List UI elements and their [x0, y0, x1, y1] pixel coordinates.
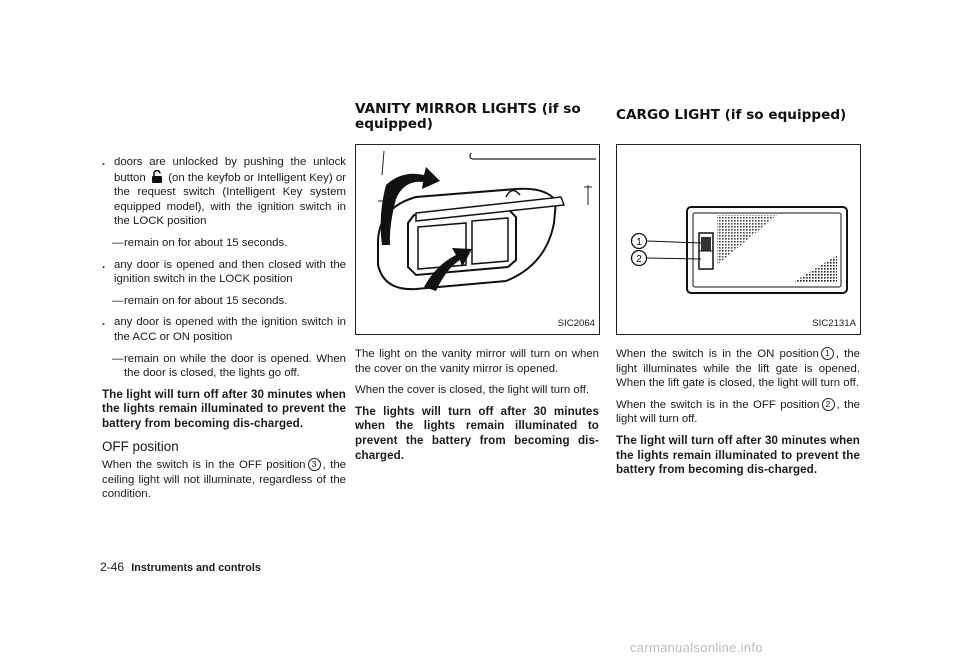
paragraph: When the switch is in the ON position 1 , the light illuminates while the lift gate is opened. When the lift gate is closed, the light will turn off.	[616, 348, 860, 390]
column-left	[102, 155, 346, 509]
off-position-text: When the switch is in the OFF position 3 , the ceiling light will not illuminate, regardless of the condition.	[102, 459, 346, 501]
callout-number: 1	[821, 347, 834, 360]
column-right	[616, 102, 860, 485]
battery-warning: The light will turn off after 30 minutes when the lights remain illuminated to prevent the battery from becoming dis-charged.	[102, 387, 346, 430]
bullet-text: (on the keyfob or Intelligent Key) or the request switch (Intelligent Key system equipped model), with the ignition switch in the LOCK position	[114, 171, 347, 228]
cargo-light-figure	[616, 144, 861, 335]
figure-code: SIC2064	[557, 318, 595, 330]
dash-item: — remain on while the door is opened. When the door is closed, the lights go off.	[112, 352, 346, 380]
page-number: 2-46	[100, 560, 125, 574]
page-footer	[100, 560, 261, 574]
unlock-icon	[151, 170, 163, 183]
cargo-light-heading: CARGO LIGHT (if so equipped)	[616, 107, 847, 123]
figure-code: SIC2131A	[812, 318, 856, 330]
dash-item: — remain on for about 15 seconds.	[112, 294, 288, 307]
vanity-mirror-figure	[355, 144, 600, 335]
bullet-item: . doors are unlocked by pushing the unlock button (on the keyfob or Intelligent Key) or the request switch (Intelligent Key system equipped model), with the ignition switch in the LOCK position	[102, 156, 347, 228]
callout-label-2: 2	[636, 254, 642, 265]
paragraph: When the cover is closed, the light will turn off.	[355, 384, 590, 397]
dash-item: — remain on for about 15 seconds.	[112, 236, 288, 249]
vanity-mirror-illustration	[356, 145, 599, 334]
off-position-heading: OFF position	[102, 438, 179, 454]
section-title: Instruments and controls	[131, 562, 261, 574]
paragraph: The light on the vanity mirror will turn on when the cover on the vanity mirror is opened.	[355, 348, 599, 375]
battery-warning: The light will turn off after 30 minutes when the lights remain illuminated to prevent the battery from becoming dis-charged.	[616, 433, 860, 477]
watermark: carmanualsonline.info	[630, 640, 763, 655]
callout-label-1: 1	[636, 237, 642, 248]
callout-number: 2	[822, 398, 835, 411]
bullet-text: doors are unlocked by pushing the unlock button	[114, 156, 346, 184]
battery-warning: The lights will turn off after 30 minutes when the lights remain illuminated to prevent the battery from becoming dis-charged.	[355, 404, 599, 462]
column-middle	[355, 102, 599, 470]
bullet-item: . any door is opened with the ignition switch in the ACC or ON position	[102, 316, 346, 343]
bullet-item: . any door is opened and then closed with the ignition switch in the LOCK position	[102, 258, 346, 286]
callout-number: 3	[308, 458, 321, 471]
paragraph: When the switch is in the OFF position 2 , the light will turn off.	[616, 398, 860, 426]
vanity-mirror-heading: VANITY MIRROR LIGHTS (if so equipped)	[355, 101, 581, 132]
cargo-light-illustration	[617, 145, 860, 334]
